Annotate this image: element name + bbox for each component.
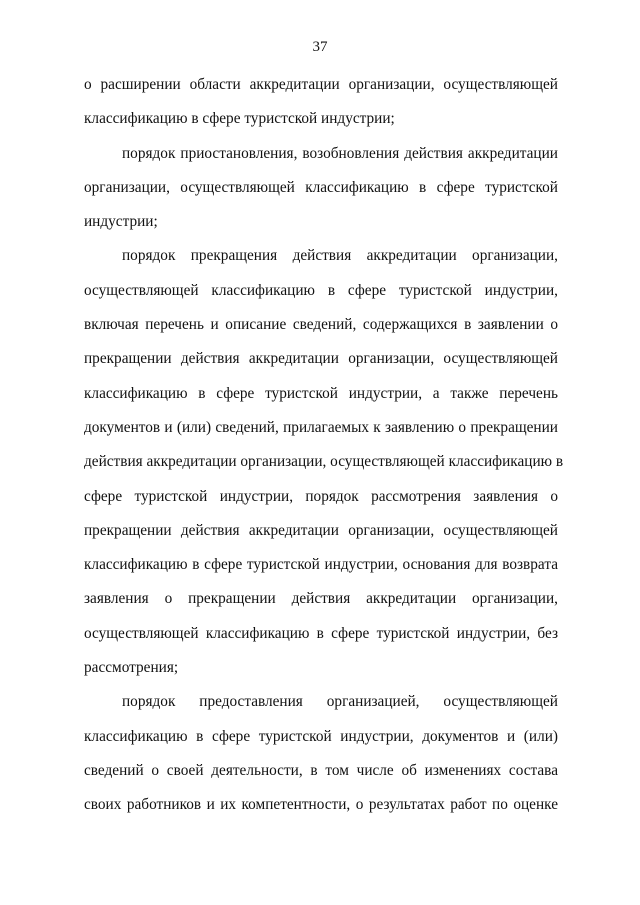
text-line: заявления о прекращении действия аккредитации организации, <box>84 590 558 608</box>
paragraph-document-submission <box>84 685 558 822</box>
text-line: о расширении области аккредитации организации, осуществляющей <box>84 76 558 93</box>
text-line: прекращении действия аккредитации организации, осуществляющей <box>84 521 558 539</box>
text-line: рассмотрения; <box>84 659 179 677</box>
text-line: порядок приостановления, возобновления действия аккредитации <box>122 144 558 162</box>
text-line: сведений о своей деятельности, в том числе об изменениях состава <box>84 761 558 779</box>
text-line: порядок прекращения действия аккредитации организации, <box>122 247 558 265</box>
text-line: осуществляющей классификацию в сфере туристской индустрии, без <box>84 624 558 642</box>
text-line: организации, осуществляющей классификацию в сфере туристской <box>84 178 558 196</box>
text-line: осуществляющей классификацию в сфере туристской индустрии, <box>84 281 558 299</box>
text-line: классификацию в сфере туристской индустрии, а также перечень <box>84 384 558 402</box>
text-line: порядок предоставления организацией, осуществляющей <box>122 693 558 711</box>
text-line: действия аккредитации организации, осуществляющей классификацию в <box>84 453 564 471</box>
text-line: классификацию в сфере туристской индустрии; <box>84 110 395 128</box>
text-line: документов и (или) сведений, прилагаемых к заявлению о прекращении <box>84 418 558 436</box>
paragraph-accreditation-suspension <box>84 137 558 240</box>
text-line: классификацию в сфере туристской индустрии, основания для возврата <box>84 556 558 574</box>
text-line: прекращении действия аккредитации организации, осуществляющей <box>84 350 558 368</box>
text-line: сфере туристской индустрии, порядок рассмотрения заявления о <box>84 487 558 505</box>
page-number: 37 <box>312 39 328 55</box>
text-line: включая перечень и описание сведений, содержащихся в заявлении о <box>84 316 558 334</box>
text-line: классификацию в сфере туристской индустрии, документов и (или) <box>84 727 558 745</box>
document-body <box>84 68 564 823</box>
text-line: индустрии; <box>84 213 158 231</box>
text-line: своих работников и их компетентности, о результатах работ по оценке <box>84 796 558 814</box>
paragraph-accreditation-termination <box>84 239 564 685</box>
paragraph-accreditation-extension <box>84 68 558 137</box>
